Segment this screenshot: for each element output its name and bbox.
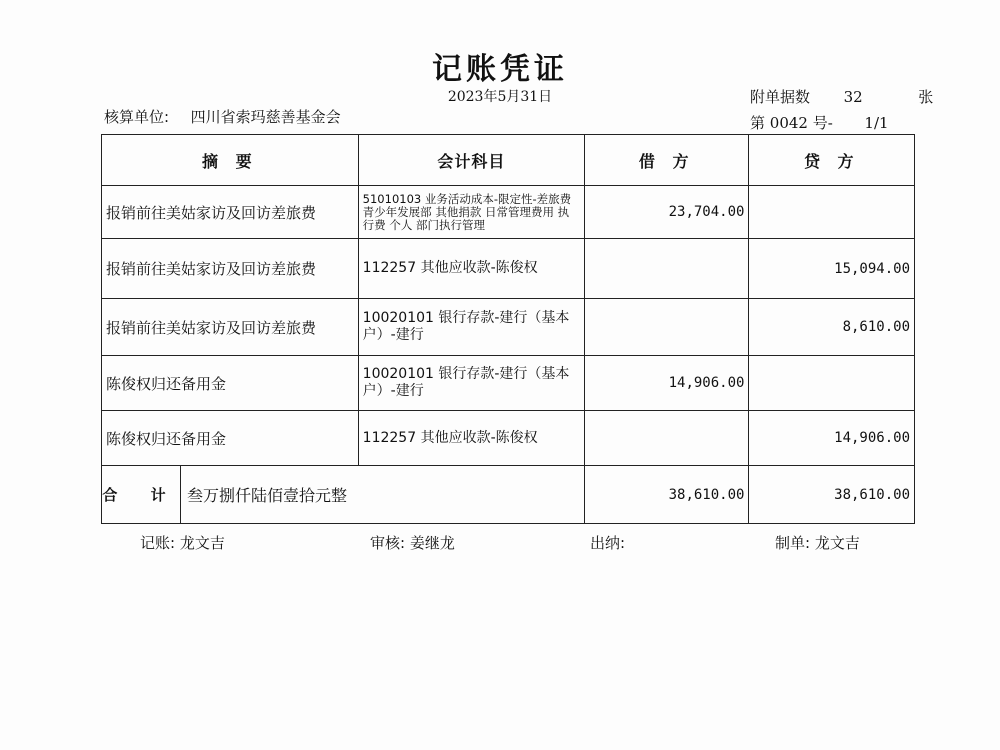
row-summary: 报销前往美姑家访及回访差旅费 [102,299,359,356]
row-summary: 报销前往美姑家访及回访差旅费 [102,239,359,299]
row-account: 51010103 业务活动成本-限定性-差旅费 青少年发展部 其他捐款 日常管理费用 执行费 个人 部门执行管理 [358,186,584,239]
attachments-number: 32 [843,88,863,106]
header-credit: 贷 方 [749,135,915,186]
accounting-unit [104,106,341,127]
table-row [102,186,915,239]
voucher-page: 1/1 [864,114,889,132]
total-credit: 38,610.00 [749,466,915,524]
preparer-name: 龙文吉 [814,534,860,552]
table-row [102,299,915,356]
row-account: 112257 其他应收款-陈俊权 [358,239,584,299]
auditor-name: 姜继龙 [409,534,455,552]
unit-name: 四川省索玛慈善基金会 [190,108,341,126]
total-debit: 38,610.00 [584,466,748,524]
row-debit [584,239,748,299]
total-amount-words: 叁万捌仟陆佰壹拾元整 [187,486,348,505]
row-credit: 14,906.00 [749,411,915,466]
row-credit: 15,094.00 [749,239,915,299]
row-summary: 陈俊权归还备用金 [102,411,359,466]
row-debit: 14,906.00 [584,356,748,411]
total-label: 合 计 [102,466,181,523]
row-credit: 8,610.00 [749,299,915,356]
footer-auditor [370,532,455,553]
voucher-table [101,134,915,524]
row-debit [584,299,748,356]
voucher-number [750,112,889,133]
row-account: 10020101 银行存款-建行（基本户）-建行 [358,299,584,356]
auditor-label: 审核: [370,534,406,552]
voucher-title: 记账凭证 [432,52,568,87]
cashier-label: 出纳: [590,534,626,552]
row-credit [749,186,915,239]
row-summary: 陈俊权归还备用金 [102,356,359,411]
unit-label: 核算单位: [104,108,170,126]
voucher-number-value: 0042 [769,114,808,132]
header-debit: 借 方 [584,135,748,186]
header-account: 会计科目 [358,135,584,186]
footer-cashier [590,532,625,553]
attachments-count [750,86,933,107]
total-cell [102,466,585,524]
total-row [102,466,915,524]
row-summary: 报销前往美姑家访及回访差旅费 [102,186,359,239]
attachments-unit: 张 [918,88,934,106]
bookkeeper-name: 龙文吉 [179,534,225,552]
row-debit: 23,704.00 [584,186,748,239]
table-row [102,411,915,466]
footer-bookkeeper [140,532,225,553]
header-summary: 摘 要 [102,135,359,186]
footer-preparer [775,532,860,553]
row-credit [749,356,915,411]
attachments-label: 附单据数 [750,88,811,106]
voucher-suffix: 号- [812,114,833,132]
row-account: 10020101 银行存款-建行（基本户）-建行 [358,356,584,411]
row-account: 112257 其他应收款-陈俊权 [358,411,584,466]
table-header-row [102,135,915,186]
voucher-date: 2023年5月31日 [447,89,553,105]
bookkeeper-label: 记账: [140,534,176,552]
preparer-label: 制单: [775,534,811,552]
table-row [102,356,915,411]
row-debit [584,411,748,466]
voucher-prefix: 第 [750,114,766,132]
table-row [102,239,915,299]
